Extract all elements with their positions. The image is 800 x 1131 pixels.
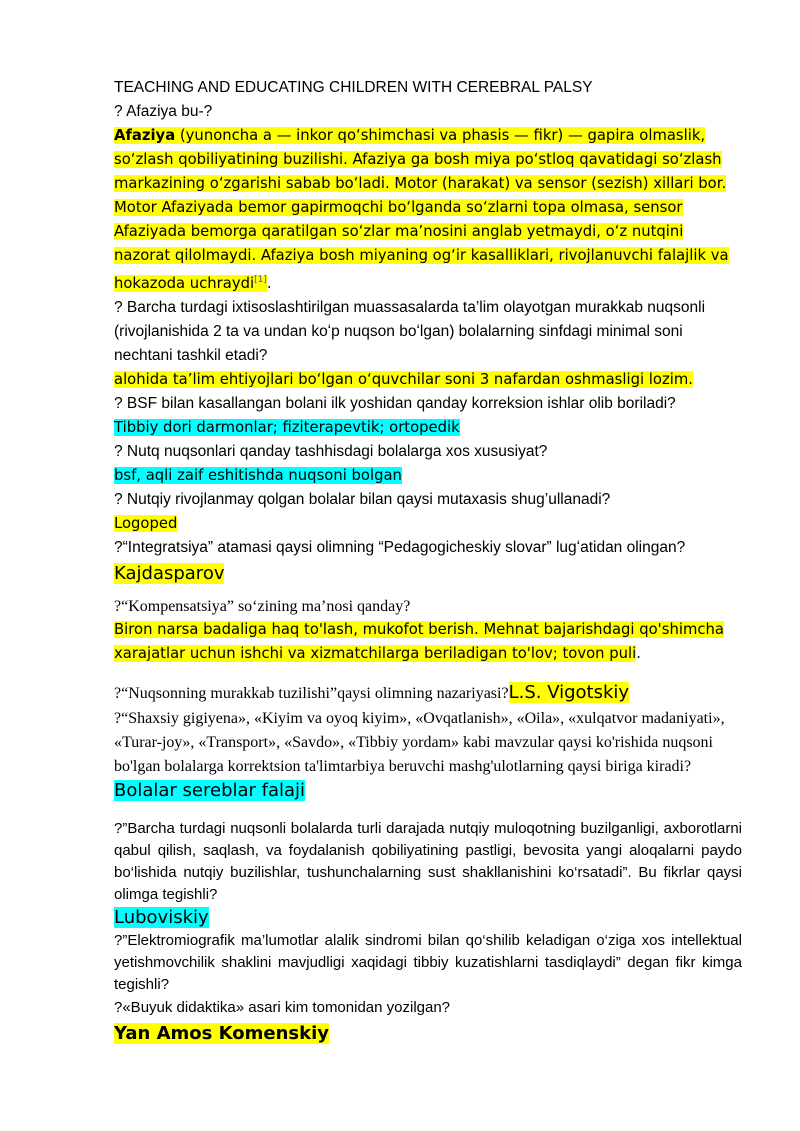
document-title: TEACHING AND EDUCATING CHILDREN WITH CEREBRAL PALSY — [114, 79, 593, 96]
answer-1 — [114, 124, 742, 296]
answer-12-text: Yan Amos Komenskiy — [114, 1022, 330, 1044]
answer-3-text: Tibbiy dori darmonlar; fiziterapevtik; ortopedik — [114, 418, 460, 436]
document-page — [114, 76, 742, 1048]
answer-8-text: L.S. Vigotskiy — [508, 681, 630, 703]
question-3: ? BSF bilan kasallangan bolani ilk yoshidan qanday korreksion ishlar olib boriladi? — [114, 394, 676, 412]
answer-1-text: (yunoncha a — inkor qoʻshimchasi va phasis — fikr) — gapira olmaslik, soʻzlash qobiliyatining buzilishi. Afaziya ga bosh miya poʻstloq qavatidagi soʻzlash markazining oʻzgarishi sabab boʻladi. Motor (harakat) va sensor (sezish) xillari bor. Motor Afaziyada bemor gapirmoqchi boʻlganda soʻzlarni topa olmasa, sensor Afaziyada bemorga qaratilgan soʻzlar maʼnosini anglab yetmaydi, oʻz nutqini nazorat qilolmaydi. Afaziya bosh miyaning ogʻir kasalliklari, rivojlanuvchi falajlik va hokazoda uchraydi — [114, 127, 729, 292]
answer-4 — [114, 464, 742, 488]
question-9 — [114, 707, 742, 804]
answer-7-end: . — [636, 644, 641, 662]
question-6: ?“Integratsiya” atamasi qaysi olimning “Pedagogicheskiy slovar” lugʻatidan olingan? — [114, 538, 686, 556]
question-2: ? Barcha turdagi ixtisoslashtirilgan muassasalarda ta’lim olayotgan murakkab nuqsonli (rivojlanishida 2 ta va undan koʻp nuqson boʻlgan) bolalarning sinfdagi minimal soni nechtani tashkil etadi? — [114, 298, 706, 364]
answer-2-text: alohida ta’lim ehtiyojlari bo‘lgan o‘quvchilar soni 3 nafardan oshmasligi lozim. — [114, 370, 693, 388]
question-10: ?”Barcha turdagi nuqsonli bolalarda turli darajada nutqiy muloqotning buzilganligi, axborotlarni qabul qilish, saqlash, va foydalanish qobiliyatining pastligi, bevosita yangi aloqalarni paydo bo‘lishida nutqiy buzilishlar, tushunchalarning sust shakllanishini ko‘rsatadi”. Bu fikrlar qaysi olimga tegishli? — [114, 819, 742, 903]
question-1: ? Afaziya bu-? — [114, 103, 213, 120]
question-4: ? Nutq nuqsonlari qanday tashhisdagi bolalarga xos xususiyat? — [114, 442, 548, 460]
answer-7 — [114, 618, 742, 666]
question-5: ? Nutqiy rivojlanmay qolgan bolalar bilan qaysi mutaxasis shug’ullanadi? — [114, 490, 611, 508]
question-12: ?«Buyuk didaktika» asari kim tomonidan yozilgan? — [114, 998, 451, 1016]
answer-12 — [114, 1020, 742, 1048]
answer-6 — [114, 560, 742, 588]
footnote-link[interactable]: [1] — [254, 275, 267, 285]
answer-4-text: bsf, aqli zaif eshitishda nuqsoni bolgan — [114, 466, 402, 484]
question-7: ?“Kompensatsiya” so‘zining ma’nosi qanday? — [114, 597, 411, 615]
answer-2 — [114, 368, 742, 392]
answer-3 — [114, 416, 742, 440]
answer-7-text: Biron narsa badaliga haq to'lash, mukofot berish. Mehnat bajarishdagi qo'shimcha xarajatlar uchun ishchi va xizmatchilarga beriladigan to'lov; tovon puli — [114, 620, 724, 662]
answer-5-text: Logoped — [114, 514, 178, 532]
question-11: ?”Elektromiografik ma’lumotlar alalik sindromi bilan qo‘shilib keladigan o‘ziga xos intellektual yetishmovchilik shaklini mavjudligi xaqidagi tibbiy kuzatishlarni tasdiqlaydi” degan fikr kimga tegishli? — [114, 931, 742, 993]
answer-9-text: Bolalar sereblar falaji — [114, 779, 306, 801]
question-9-text: ?“Shaxsiy gigiyena», «Kiyim va oyoq kiyim», «Ovqatlanish», «Oila», «xulqatvor madaniyati», «Turar-joy», «Transport», «Savdo», «Tibbiy yordam» kabi mavzular qaysi ko'rishida nuqsoni bo'lgan bolalarga korrektsion ta'limtarbiya beruvchi mashg'ulotlarning qaysi biriga kiradi? — [114, 709, 725, 775]
answer-5 — [114, 512, 742, 536]
answer-1-end: . — [266, 274, 272, 292]
answer-1-term: Afaziya — [114, 127, 176, 144]
answer-10 — [114, 906, 742, 930]
answer-6-text: Kajdasparov — [114, 562, 225, 584]
question-8-text: ?“Nuqsonning murakkab tuzilishi”qaysi olimning nazariyasi? — [114, 684, 509, 702]
answer-10-text: Luboviskiy — [114, 906, 209, 928]
question-8 — [114, 680, 742, 707]
